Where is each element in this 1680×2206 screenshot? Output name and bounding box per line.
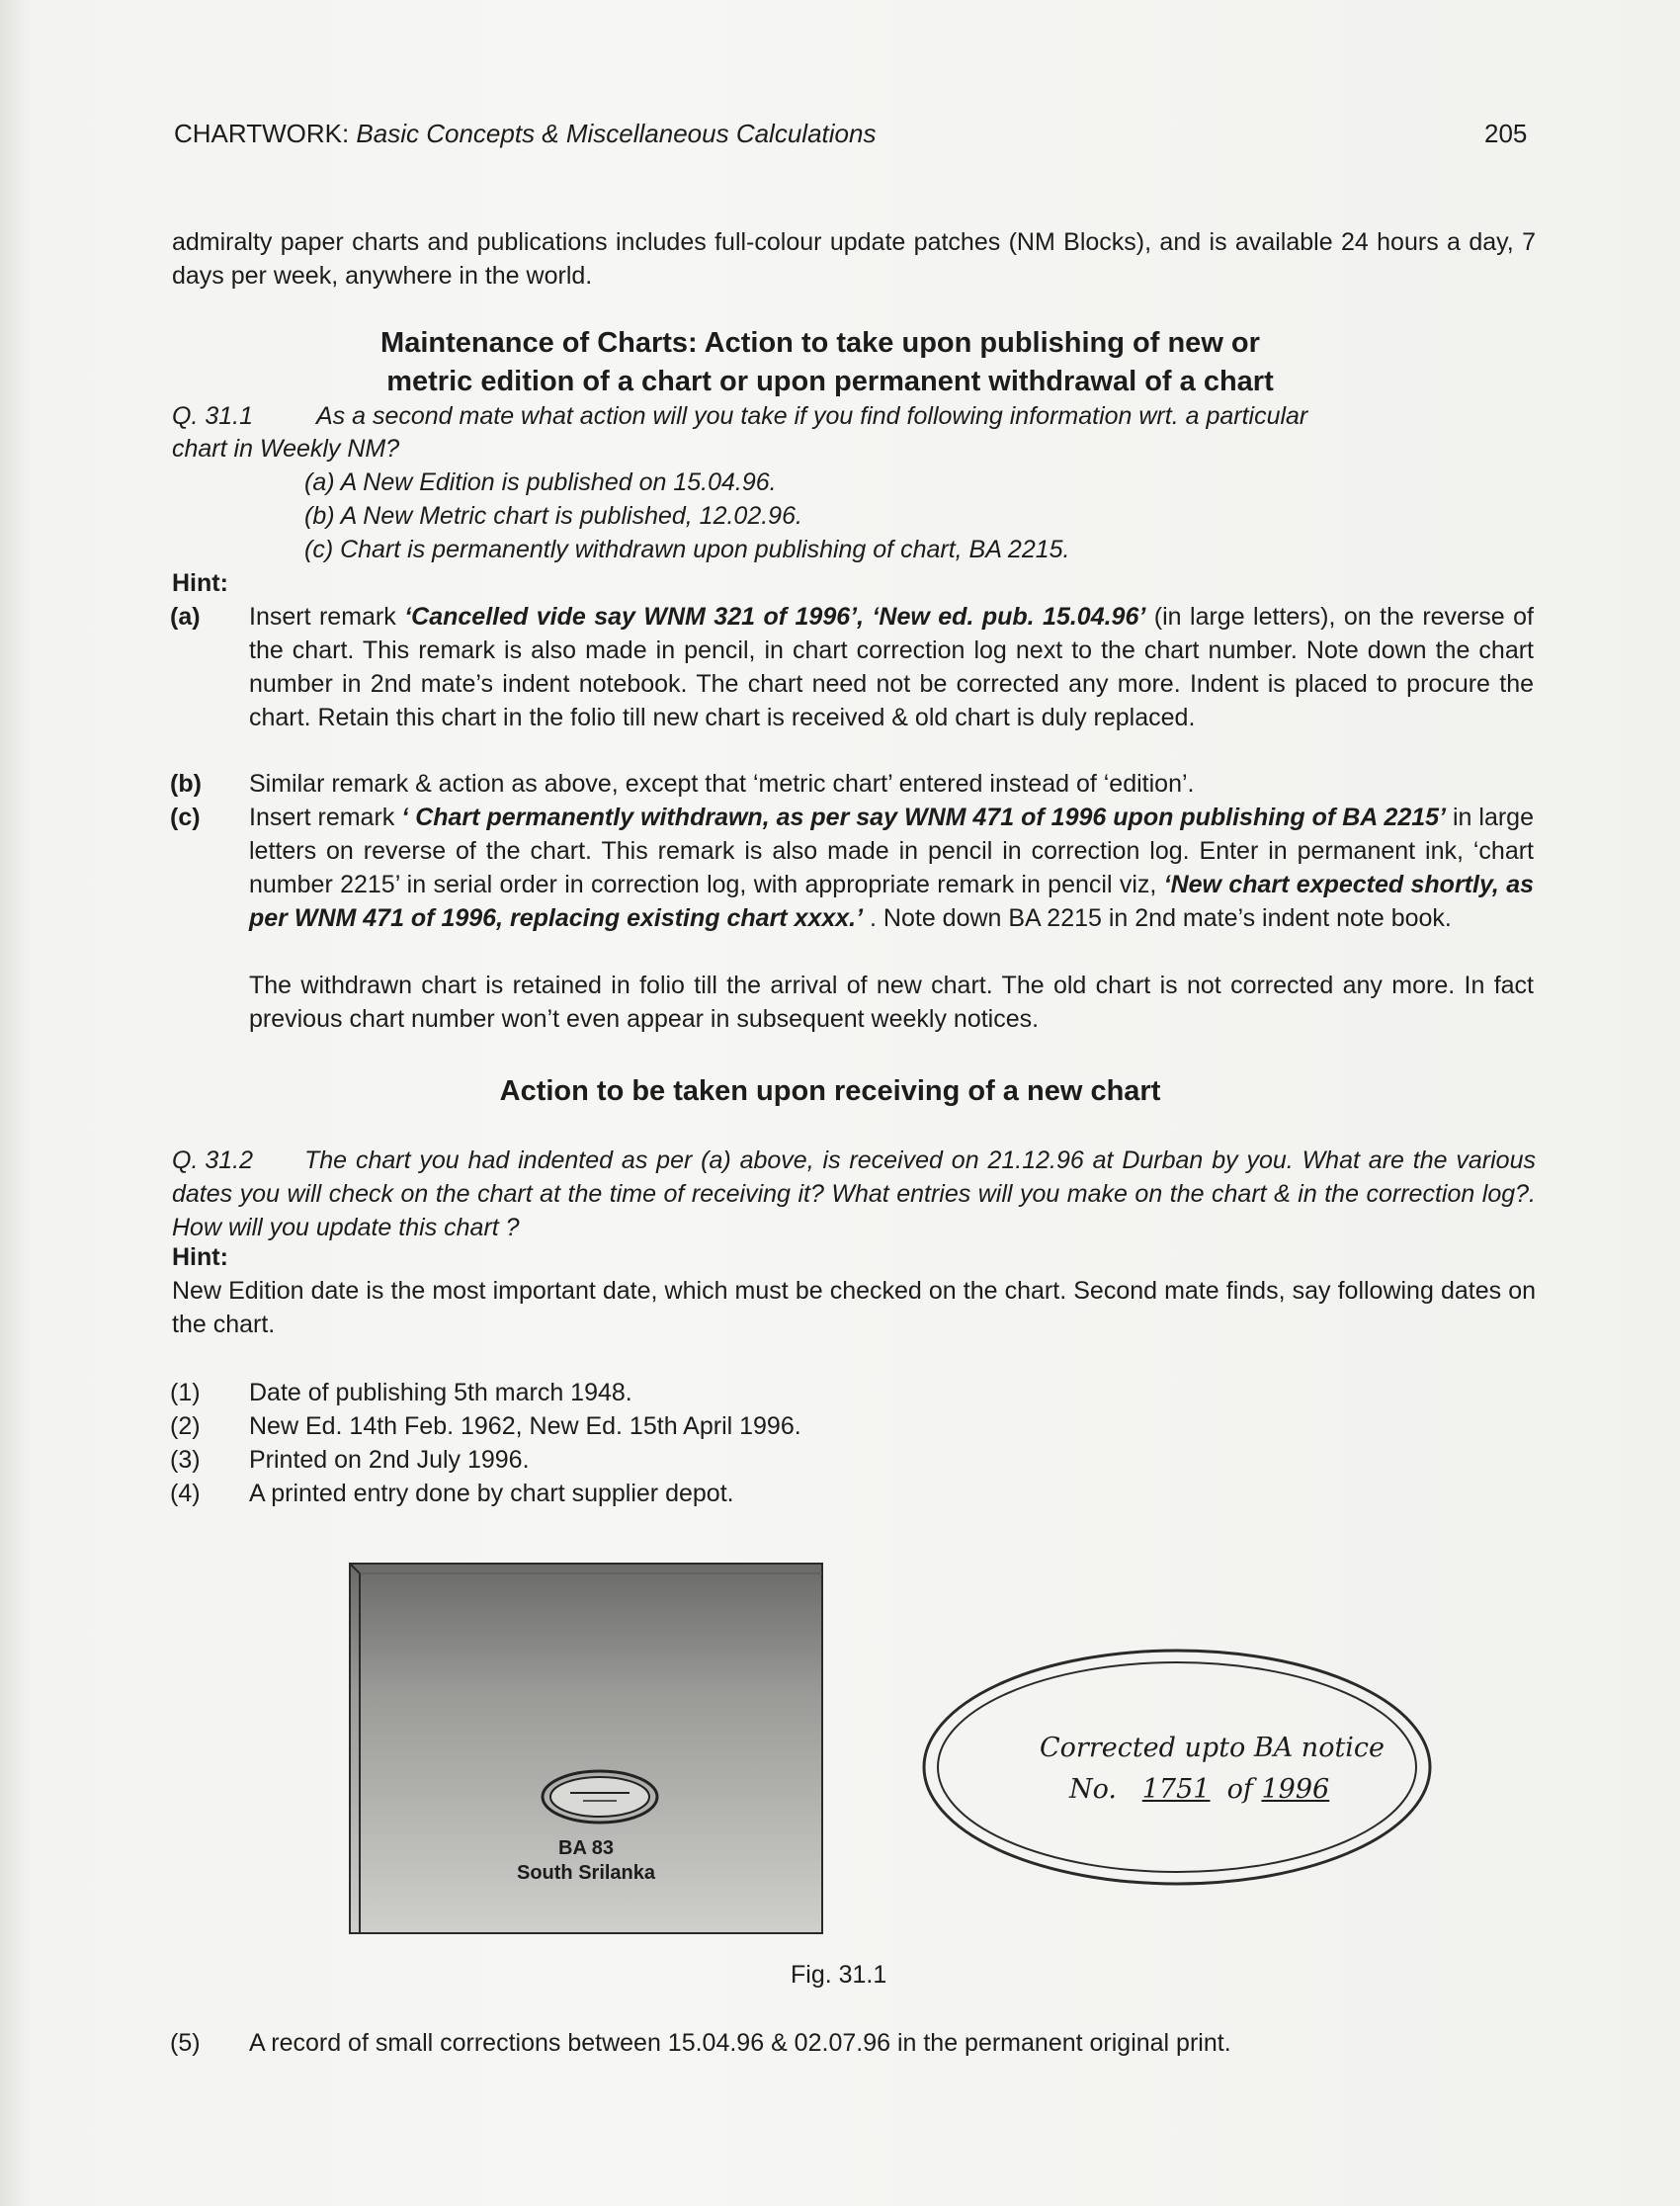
page-number: 205 (1484, 119, 1528, 148)
hint-a-label: (a) (170, 603, 201, 631)
hint-a-tail: (in large letters), on the reverse of the chart. This remark is also made in pencil, in chart correction log next to the chart number. Note down the chart number in 2nd mate’s indent notebook. The chart need not be corrected any more. Indent is placed to procure the chart. Retain this chart in the folio till new chart is received & old chart is duly replaced. (249, 603, 1534, 731)
stamp-no-label: No. (1069, 1774, 1117, 1805)
question2-label: Q. 31.2 (172, 1146, 253, 1174)
list-item-text: A printed entry done by chart supplier depot. (249, 1480, 734, 1507)
figure-caption: Fig. 31.1 (791, 1961, 887, 1989)
hint-a-text (249, 600, 1534, 734)
hint-c-text (249, 801, 1534, 935)
question-option-c: (c) Chart is permanently withdrawn upon publishing of chart, BA 2215. (304, 536, 1070, 563)
hint-c-label: (c) (170, 804, 201, 831)
stamp-of-label: of (1226, 1774, 1253, 1805)
question-text-line1: As a second mate what action will you take if you find following information wrt. a particular (316, 402, 1308, 430)
list-item-text: Date of publishing 5th march 1948. (249, 1379, 632, 1406)
list-item-text: A record of small corrections between 15.04.96 & 02.07.96 in the permanent original print. (249, 2029, 1231, 2057)
list-item-number: (4) (170, 1480, 201, 1507)
stamp-notice-number: 1751 (1141, 1774, 1211, 1805)
stamp-line1: Corrected upto BA notice (1040, 1733, 1386, 1763)
stamp-year: 1996 (1261, 1774, 1330, 1805)
question-option-b: (b) A New Metric chart is published, 12.02.96. (304, 502, 802, 530)
list-item-number: (5) (170, 2029, 201, 2057)
running-header (174, 119, 876, 149)
hint-b-label: (b) (170, 770, 202, 798)
hint-label: Hint: (172, 569, 228, 597)
hint-b-text: Similar remark & action as above, except that ‘metric chart’ entered instead of ‘edition’. (249, 770, 1195, 798)
question-text-line2: chart in Weekly NM? (172, 435, 400, 463)
header-title-italic: Basic Concepts & Miscellaneous Calculations (356, 119, 877, 148)
chart-number: BA 83 (558, 1837, 614, 1859)
question-option-a: (a) A New Edition is published on 15.04.96. (304, 468, 777, 496)
hint-c-mid: in large letters on reverse of the chart. This remark is also made in pencil in correction log. Enter in permanent ink, ‘chart number 2215’ in serial order in correction log, with appropriate remark in pencil viz, (249, 804, 1534, 898)
list-item-text: New Ed. 14th Feb. 1962, New Ed. 15th April 1996. (249, 1412, 801, 1440)
question2-text: The chart you had indented as per (a) above, is received on 21.12.96 at Durban by you. What are the various dates you will check on the chart at the time of receiving it? What entries will you make on the chart & in the correction log?. How will you update this chart ? (172, 1146, 1536, 1241)
section-heading-line1: Maintenance of Charts: Action to take upon publishing of new or (380, 327, 1260, 359)
hint-c-remark2: ‘New chart expected shortly, as per WNM 471 of 1996, replacing existing chart xxxx.’ (249, 871, 1535, 932)
section-heading-line2: metric edition of a chart or upon permanent withdrawal of a chart (386, 366, 1274, 397)
intro-paragraph: admiralty paper charts and publications includes full-colour update patches (NM Blocks), and is available 24 hours a day, 7 days per week, anywhere in the world. (172, 228, 1536, 290)
hint2-text: New Edition date is the most important date, which must be checked on the chart. Second mate finds, say following dates on the chart. (172, 1277, 1536, 1338)
stamp-border-drawing (921, 1648, 1433, 1887)
section2-heading: Action to be taken upon receiving of a new chart (499, 1075, 1161, 1107)
hint-c-remark1: ‘ Chart permanently withdrawn, as per say WNM 471 of 1996 upon publishing of BA 2215’ (401, 804, 1446, 831)
chart-illustration (348, 1562, 824, 1935)
hint-a-lead: Insert remark (249, 603, 405, 631)
list-item-number: (3) (170, 1446, 201, 1474)
question-label: Q. 31.1 (172, 402, 253, 430)
hint-c-extra: The withdrawn chart is retained in folio till the arrival of new chart. The old chart is not corrected any more. In fact previous chart number won’t even appear in subsequent weekly notices. (249, 972, 1534, 1033)
chart-seal-icon (543, 1771, 657, 1823)
correction-stamp (921, 1648, 1433, 1887)
hint2-label: Hint: (172, 1243, 228, 1271)
chart-name: South Srilanka (516, 1862, 656, 1884)
hint-a-remark: ‘Cancelled vide say WNM 321 of 1996’, ‘New ed. pub. 15.04.96’ (404, 603, 1146, 631)
list-item-number: (2) (170, 1412, 201, 1440)
list-item-number: (1) (170, 1379, 201, 1406)
list-item-text: Printed on 2nd July 1996. (249, 1446, 530, 1474)
header-title-plain: CHARTWORK: (174, 119, 357, 148)
stamp-line2 (1069, 1774, 1329, 1805)
hint-c-lead: Insert remark (249, 804, 402, 831)
hint-c-tail: . Note down BA 2215 in 2nd mate’s indent note book. (863, 904, 1452, 932)
